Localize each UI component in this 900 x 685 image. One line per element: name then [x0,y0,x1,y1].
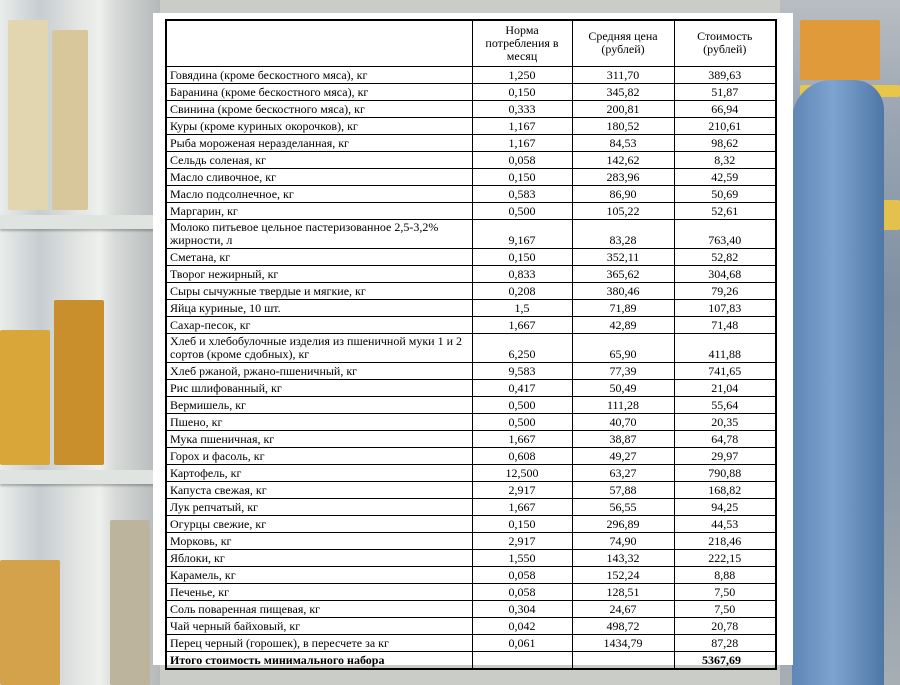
consumption-norm: 0,150 [472,248,572,265]
table-row [166,299,776,316]
average-price: 111,28 [572,396,674,413]
product-name: Вермишель, кг [166,396,472,413]
table-row [166,498,776,515]
product-name: Капуста свежая, кг [166,481,472,498]
average-price: 345,82 [572,83,674,100]
consumption-norm: 0,058 [472,583,572,600]
table-row [166,413,776,430]
cost: 98,62 [674,134,776,151]
consumption-norm: 1,250 [472,66,572,83]
consumption-norm: 1,167 [472,117,572,134]
product-name: Сметана, кг [166,248,472,265]
product-name: Карамель, кг [166,566,472,583]
shelf-edge [0,215,160,229]
table-row [166,532,776,549]
average-price: 24,67 [572,600,674,617]
product-box [52,30,88,210]
consumption-norm: 0,150 [472,515,572,532]
total-value: 5367,69 [674,651,776,669]
product-name: Сахар-песок, кг [166,316,472,333]
cost: 168,82 [674,481,776,498]
table-row [166,362,776,379]
table-row [166,515,776,532]
consumption-norm: 0,500 [472,413,572,430]
table-row [166,168,776,185]
product-name: Свинина (кроме бескостного мяса), кг [166,100,472,117]
cost: 94,25 [674,498,776,515]
product-name: Хлеб и хлебобулочные изделия из пшеничной муки 1 и 2 сортов (кроме сдобных), кг [166,333,472,362]
table-row [166,464,776,481]
average-price: 38,87 [572,430,674,447]
average-price: 142,62 [572,151,674,168]
header-product [166,20,472,66]
consumption-norm: 0,150 [472,168,572,185]
average-price: 74,90 [572,532,674,549]
table-row [166,117,776,134]
product-name: Масло сливочное, кг [166,168,472,185]
product-name: Куры (кроме куриных окорочков), кг [166,117,472,134]
product-name: Соль поваренная пищевая, кг [166,600,472,617]
table-row [166,481,776,498]
product-name: Горох и фасоль, кг [166,447,472,464]
average-price: 128,51 [572,583,674,600]
consumption-norm: 0,417 [472,379,572,396]
cost: 52,61 [674,202,776,219]
consumption-norm: 1,5 [472,299,572,316]
cost: 66,94 [674,100,776,117]
product-name: Рис шлифованный, кг [166,379,472,396]
table-row [166,396,776,413]
cost: 87,28 [674,634,776,651]
cost: 8,32 [674,151,776,168]
table-row [166,566,776,583]
product-name: Яйца куриные, 10 шт. [166,299,472,316]
average-price: 84,53 [572,134,674,151]
consumption-norm: 0,833 [472,265,572,282]
cost: 20,35 [674,413,776,430]
header-row [166,20,776,66]
cost: 52,82 [674,248,776,265]
table-row [166,265,776,282]
average-price: 86,90 [572,185,674,202]
table-row [166,248,776,265]
average-price: 63,27 [572,464,674,481]
product-name: Маргарин, кг [166,202,472,219]
product-name: Творог нежирный, кг [166,265,472,282]
consumption-norm: 1,667 [472,316,572,333]
minimum-basket-table [165,19,777,670]
consumption-norm: 0,500 [472,202,572,219]
table-row [166,185,776,202]
consumption-norm: 0,058 [472,151,572,168]
average-price: 296,89 [572,515,674,532]
product-name: Перец черный (горошек), в пересчете за кг [166,634,472,651]
table-row [166,617,776,634]
table-row [166,134,776,151]
cost: 21,04 [674,379,776,396]
cost: 71,48 [674,316,776,333]
product-name: Пшено, кг [166,413,472,430]
average-price: 283,96 [572,168,674,185]
average-price: 105,22 [572,202,674,219]
total-label: Итого стоимость минимального набора [166,651,472,669]
average-price: 352,11 [572,248,674,265]
cost: 222,15 [674,549,776,566]
product-name: Сыры сычужные твердые и мягкие, кг [166,282,472,299]
product-name: Хлеб ржаной, ржано-пшеничный, кг [166,362,472,379]
cost: 8,88 [674,566,776,583]
consumption-norm: 1,667 [472,430,572,447]
cost: 79,26 [674,282,776,299]
table-row [166,333,776,362]
table-row [166,66,776,83]
cost: 790,88 [674,464,776,481]
product-name: Огурцы свежие, кг [166,515,472,532]
average-price: 380,46 [572,282,674,299]
table-row [166,282,776,299]
table-row [166,83,776,100]
empty-cell [572,651,674,669]
average-price: 180,52 [572,117,674,134]
table-row [166,583,776,600]
table-row [166,316,776,333]
product-name: Чай черный байховый, кг [166,617,472,634]
average-price: 71,89 [572,299,674,316]
product-name: Говядина (кроме бескостного мяса), кг [166,66,472,83]
product-box [54,300,104,465]
consumption-norm: 0,061 [472,634,572,651]
consumption-norm: 0,608 [472,447,572,464]
product-name: Лук репчатый, кг [166,498,472,515]
cost: 7,50 [674,600,776,617]
average-price: 83,28 [572,219,674,248]
product-name: Морковь, кг [166,532,472,549]
consumption-norm: 2,917 [472,481,572,498]
consumption-norm: 1,167 [472,134,572,151]
product-name: Рыба мороженая неразделанная, кг [166,134,472,151]
product-box [800,20,880,80]
header-cost: Стоимость (рублей) [674,20,776,66]
average-price: 1434,79 [572,634,674,651]
product-name: Масло подсолнечное, кг [166,185,472,202]
cost: 29,97 [674,447,776,464]
cost: 51,87 [674,83,776,100]
cost: 210,61 [674,117,776,134]
product-name: Картофель, кг [166,464,472,481]
consumption-norm: 9,167 [472,219,572,248]
cost: 42,59 [674,168,776,185]
header-norm: Норма потребления в месяц [472,20,572,66]
table-row [166,447,776,464]
cost: 389,63 [674,66,776,83]
consumption-norm: 0,583 [472,185,572,202]
cost: 44,53 [674,515,776,532]
average-price: 50,49 [572,379,674,396]
consumption-norm: 9,583 [472,362,572,379]
table-row [166,202,776,219]
consumption-norm: 0,500 [472,396,572,413]
cost: 20,78 [674,617,776,634]
product-box [0,560,60,685]
average-price: 49,27 [572,447,674,464]
product-name: Печенье, кг [166,583,472,600]
average-price: 498,72 [572,617,674,634]
average-price: 365,62 [572,265,674,282]
cost: 50,69 [674,185,776,202]
consumption-norm: 0,150 [472,83,572,100]
average-price: 152,24 [572,566,674,583]
table-row [166,219,776,248]
cost: 763,40 [674,219,776,248]
cost: 741,65 [674,362,776,379]
product-name: Яблоки, кг [166,549,472,566]
consumption-norm: 0,304 [472,600,572,617]
average-price: 40,70 [572,413,674,430]
cost: 64,78 [674,430,776,447]
cost: 411,88 [674,333,776,362]
cost: 7,50 [674,583,776,600]
price-list-document [153,13,793,665]
consumption-norm: 0,208 [472,282,572,299]
empty-cell [472,651,572,669]
table-row [166,100,776,117]
table-row [166,549,776,566]
average-price: 56,55 [572,498,674,515]
table-row [166,379,776,396]
cost: 218,46 [674,532,776,549]
cost: 55,64 [674,396,776,413]
consumption-norm: 12,500 [472,464,572,481]
average-price: 311,70 [572,66,674,83]
average-price: 143,32 [572,549,674,566]
shelf-edge [0,470,160,484]
average-price: 42,89 [572,316,674,333]
product-box [8,20,48,210]
shopper-figure [792,80,884,685]
table-row [166,634,776,651]
consumption-norm: 6,250 [472,333,572,362]
consumption-norm: 2,917 [472,532,572,549]
average-price: 57,88 [572,481,674,498]
consumption-norm: 1,667 [472,498,572,515]
product-box [110,520,150,685]
consumption-norm: 0,042 [472,617,572,634]
average-price: 65,90 [572,333,674,362]
product-name: Баранина (кроме бескостного мяса), кг [166,83,472,100]
cost: 304,68 [674,265,776,282]
consumption-norm: 0,058 [472,566,572,583]
consumption-norm: 1,550 [472,549,572,566]
product-box [0,330,50,465]
average-price: 200,81 [572,100,674,117]
product-name: Мука пшеничная, кг [166,430,472,447]
product-name: Молоко питьевое цельное пастеризованное 2,5-3,2% жирности, л [166,219,472,248]
average-price: 77,39 [572,362,674,379]
cost: 107,83 [674,299,776,316]
product-name: Сельдь соленая, кг [166,151,472,168]
total-row [166,651,776,669]
consumption-norm: 0,333 [472,100,572,117]
table-row [166,430,776,447]
header-price: Средняя цена (рублей) [572,20,674,66]
table-row [166,600,776,617]
table-row [166,151,776,168]
